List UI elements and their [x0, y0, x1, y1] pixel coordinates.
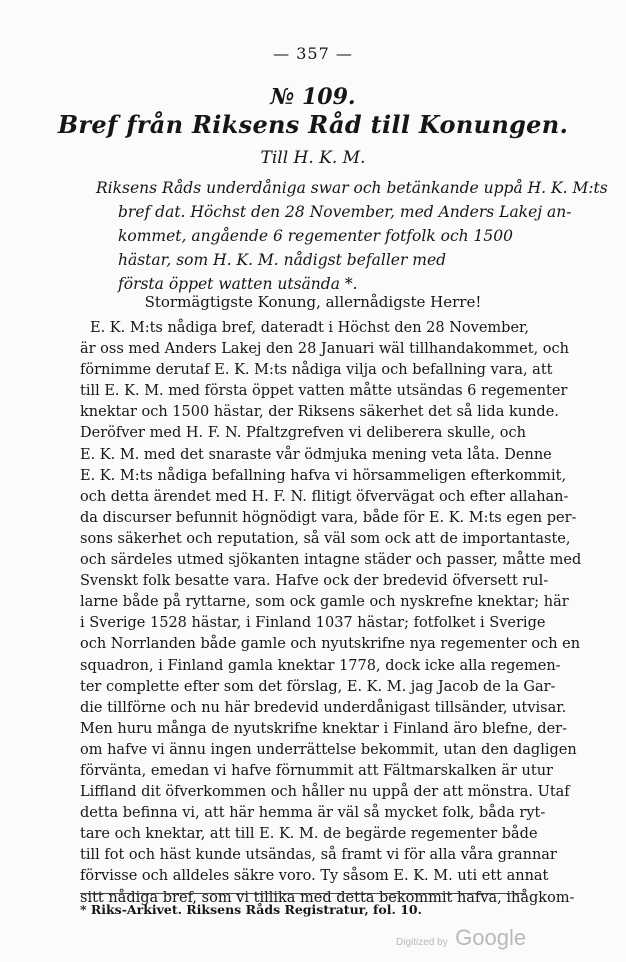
summary-line: hästar, som H. K. M. nådigst befaller med — [118, 251, 447, 269]
body-line: förvänta, emedan vi hafve förnummit att Fältmarskalken är utur — [80, 762, 553, 779]
summary-line: bref dat. Höchst den 28 November, med Anders Lakej an- — [118, 203, 572, 221]
body-line: förnimme derutaf E. K. M:ts nådiga vilja och befallning vara, att — [80, 362, 553, 379]
letter-body — [80, 318, 582, 909]
body-line: är oss med Anders Lakej den 28 Januari wäl tillhandakommet, och — [80, 341, 569, 358]
digitized-watermark — [396, 925, 526, 951]
body-line: sons säkerhet och reputation, så väl som ock att de importantaste, — [80, 530, 571, 547]
body-line: da discurser befunnit högnödigt vara, både för E. K. M:ts egen per- — [80, 509, 577, 526]
document-summary — [96, 176, 608, 296]
body-line: ter complette efter som det förslag, E. K. M. jag Jacob de la Gar- — [80, 678, 556, 695]
document-number: № 109. — [270, 84, 356, 110]
body-line: larne både på ryttarne, som ock gamle och nyskrefne knektar; här — [80, 594, 569, 611]
body-line: Men huru många de nyutskrifne knektar i Finland äro blefne, der- — [80, 720, 567, 737]
body-line: E. K. M. med det snaraste vår ödmjuka mening veta låta. Denne — [80, 446, 552, 463]
body-line: förvisse och alldeles säkre voro. Ty såsom E. K. M. uti ett annat — [80, 868, 549, 885]
body-line: E. K. M:ts nådiga befallning hafva vi hörsammeligen efterkommit, — [80, 467, 567, 484]
summary-line: första öppet watten utsända *. — [118, 275, 358, 293]
summary-line: kommet, angående 6 regementer fotfolk och 1500 — [118, 227, 514, 245]
body-line: och Norrlanden både gamle och nyutskrifne nya regementer och en — [80, 636, 581, 653]
body-line: detta befinna vi, att här hemma är väl så mycket folk, båda ryt- — [80, 805, 546, 822]
body-line: och detta ärendet med H. F. N. flitigt öfvervägat och efter allahan- — [80, 488, 569, 505]
google-logo: Google — [455, 925, 527, 950]
summary-line: Riksens Råds underdåniga swar och betänkande uppå H. K. M:ts — [96, 179, 608, 197]
page-number: — 357 — — [273, 44, 353, 63]
watermark-prefix: Digitized by — [396, 937, 448, 948]
footnote: * Riks-Arkivet. Riksens Råds Registratur, fol. 10. — [80, 902, 422, 917]
body-line: Deröfver med H. F. N. Pfaltzgrefven vi deliberera skulle, och — [80, 425, 526, 442]
body-line: squadron, i Finland gamla knektar 1778, dock icke alla regemen- — [80, 657, 561, 674]
body-line: Liffland dit öfverkommen och håller nu uppå der att mönstra. Utaf — [80, 784, 570, 801]
body-line: sitt nådiga bref, som vi tillika med detta bekommit hafva, ihågkom- — [80, 889, 575, 906]
body-line: till E. K. M. med första öppet vatten måtte utsändas 6 regementer — [80, 383, 568, 400]
body-line: tare och knektar, att till E. K. M. de begärde regementer både — [80, 826, 538, 843]
document-title: Bref från Riksens Råd till Konungen. — [57, 110, 569, 139]
addressee: Till H. K. M. — [260, 148, 366, 168]
body-line: och särdeles utmed sjökanten intagne städer och passer, måtte med — [80, 552, 582, 569]
salutation: Stormägtigste Konung, allernådigste Herre! — [144, 293, 482, 311]
body-line: die tillförne och nu här bredevid underdånigast tillsänder, utvisar. — [80, 699, 567, 716]
body-line: E. K. M:ts nådiga bref, dateradt i Höchst den 28 November, — [90, 320, 529, 336]
body-line: knektar och 1500 hästar, der Riksens säkerhet det så lida kunde. — [80, 404, 559, 421]
body-line: om hafve vi ännu ingen underrättelse bekommit, utan den dagligen — [80, 741, 577, 758]
body-line: i Sverige 1528 hästar, i Finland 1037 hästar; fotfolket i Sverige — [80, 615, 546, 632]
footnote-divider — [80, 893, 526, 894]
body-line: Svenskt folk besatte vara. Hafve ock der bredevid öfversett rul- — [80, 573, 549, 590]
body-line: till fot och häst kunde utsändas, så framt vi för alla våra grannar — [80, 847, 557, 864]
